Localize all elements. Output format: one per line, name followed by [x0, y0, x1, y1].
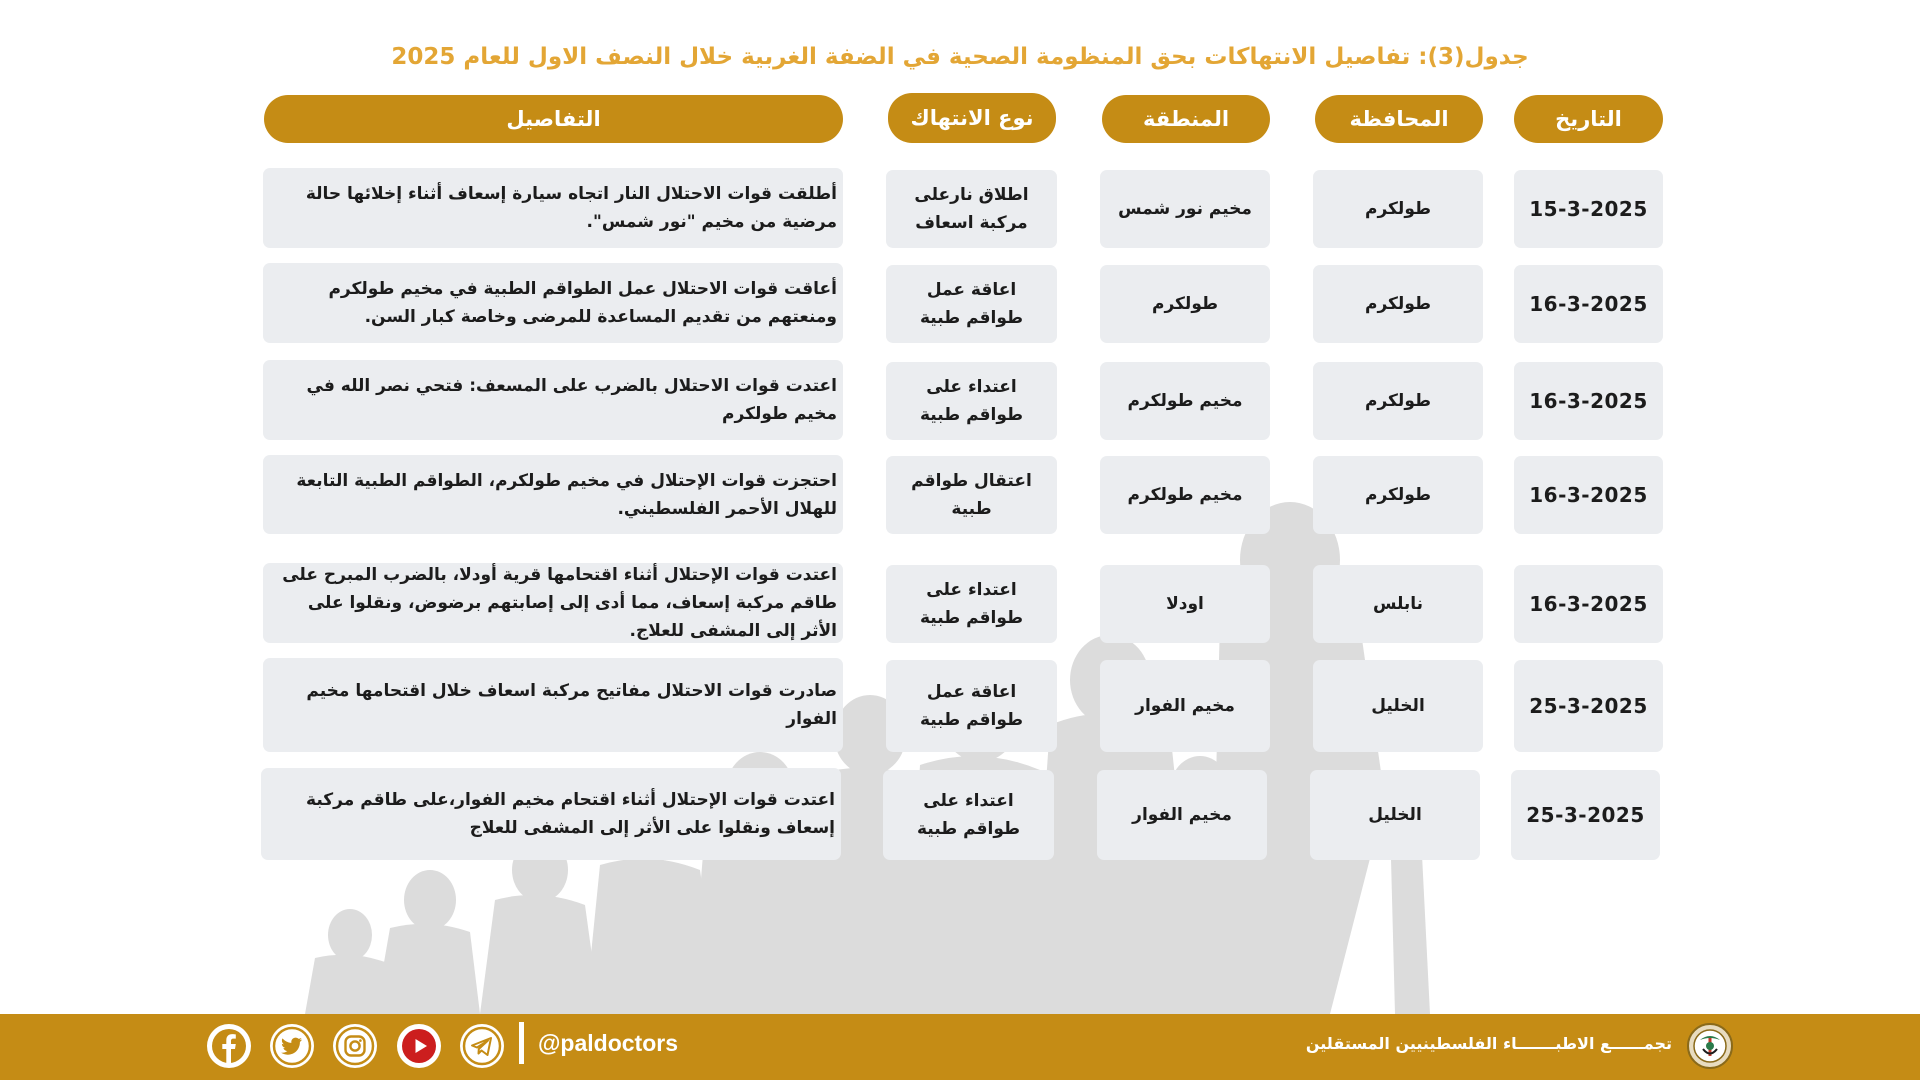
cell-area: مخيم الفوار — [1097, 770, 1267, 860]
instagram-icon[interactable] — [333, 1024, 377, 1068]
cell-violation-type: اعاقة عمل طواقم طبية — [886, 265, 1057, 343]
cell-area: مخيم طولكرم — [1100, 362, 1270, 440]
cell-area: اودلا — [1100, 565, 1270, 643]
header-date: التاريخ — [1514, 95, 1663, 143]
table-title: جدول(3): تفاصيل الانتهاكات بحق المنظومة الصحية في الضفة الغربية خلال النصف الاول للعام 2025 — [391, 44, 1529, 70]
cell-date: 16-3-2025 — [1514, 362, 1663, 440]
cell-details: اعتدت قوات الإحتلال أثناء اقتحامها قرية أودلا، بالضرب المبرح على طاقم مركبة إسعاف، مما أدى إلى إصابتهم برضوض، ونقلوا على الأثر إلى المشفى للعلاج. — [263, 563, 843, 643]
cell-date: 25-3-2025 — [1511, 770, 1660, 860]
twitter-icon[interactable] — [270, 1024, 314, 1068]
cell-governorate: نابلس — [1313, 565, 1483, 643]
facebook-icon[interactable] — [207, 1024, 251, 1068]
cell-date: 16-3-2025 — [1514, 265, 1663, 343]
cell-violation-type: اعتداء على طواقم طبية — [886, 362, 1057, 440]
cell-area: مخيم نور شمس — [1100, 170, 1270, 248]
header-governorate: المحافظة — [1315, 95, 1483, 143]
cell-details: أطلقت قوات الاحتلال النار اتجاه سيارة إسعاف أثناء إخلائها حالة مرضية من مخيم "نور شمس". — [263, 168, 843, 248]
cell-details: أعاقت قوات الاحتلال عمل الطواقم الطبية في مخيم طولكرم ومنعتهم من تقديم المساعدة للمرضى وخاصة كبار السن. — [263, 263, 843, 343]
header-violation-type: نوع الانتهاك — [888, 93, 1056, 143]
cell-details: اعتدت قوات الإحتلال أثناء اقتحام مخيم الفوار،على طاقم مركبة إسعاف ونقلوا على الأثر إلى المشفى للعلاج — [261, 768, 841, 860]
header-area: المنطقة — [1102, 95, 1270, 143]
cell-violation-type: اعتقال طواقم طبية — [886, 456, 1057, 534]
cell-governorate: الخليل — [1310, 770, 1480, 860]
social-handle[interactable]: @paldoctors — [538, 1030, 678, 1056]
cell-area: مخيم طولكرم — [1100, 456, 1270, 534]
cell-date: 15-3-2025 — [1514, 170, 1663, 248]
cell-violation-type: اطلاق نارعلى مركبة اسعاف — [886, 170, 1057, 248]
cell-area: طولكرم — [1100, 265, 1270, 343]
header-details: التفاصيل — [264, 95, 843, 143]
organization-logo — [1686, 1022, 1734, 1070]
cell-area: مخيم الفوار — [1100, 660, 1270, 752]
cell-governorate: طولكرم — [1313, 170, 1483, 248]
youtube-icon[interactable] — [397, 1024, 441, 1068]
cell-details: اعتدت قوات الاحتلال بالضرب على المسعف: فتحي نصر الله في مخيم طولكرم — [263, 360, 843, 440]
cell-violation-type: اعاقة عمل طواقم طبية — [886, 660, 1057, 752]
cell-governorate: الخليل — [1313, 660, 1483, 752]
cell-governorate: طولكرم — [1313, 362, 1483, 440]
footer-divider — [519, 1022, 524, 1064]
cell-date: 16-3-2025 — [1514, 565, 1663, 643]
organization-name: تجمــــــع الاطبـــــــاء الفلسطينيين المستقلين — [1305, 1034, 1672, 1053]
cell-date: 25-3-2025 — [1514, 660, 1663, 752]
cell-details: صادرت قوات الاحتلال مفاتيح مركبة اسعاف خلال اقتحامها مخيم الفوار — [263, 658, 843, 752]
cell-violation-type: اعتداء على طواقم طبية — [886, 565, 1057, 643]
cell-violation-type: اعتداء على طواقم طبية — [883, 770, 1054, 860]
cell-date: 16-3-2025 — [1514, 456, 1663, 534]
cell-details: احتجزت قوات الإحتلال في مخيم طولكرم، الطواقم الطبية التابعة للهلال الأحمر الفلسطيني. — [263, 455, 843, 534]
telegram-icon[interactable] — [460, 1024, 504, 1068]
cell-governorate: طولكرم — [1313, 265, 1483, 343]
cell-governorate: طولكرم — [1313, 456, 1483, 534]
